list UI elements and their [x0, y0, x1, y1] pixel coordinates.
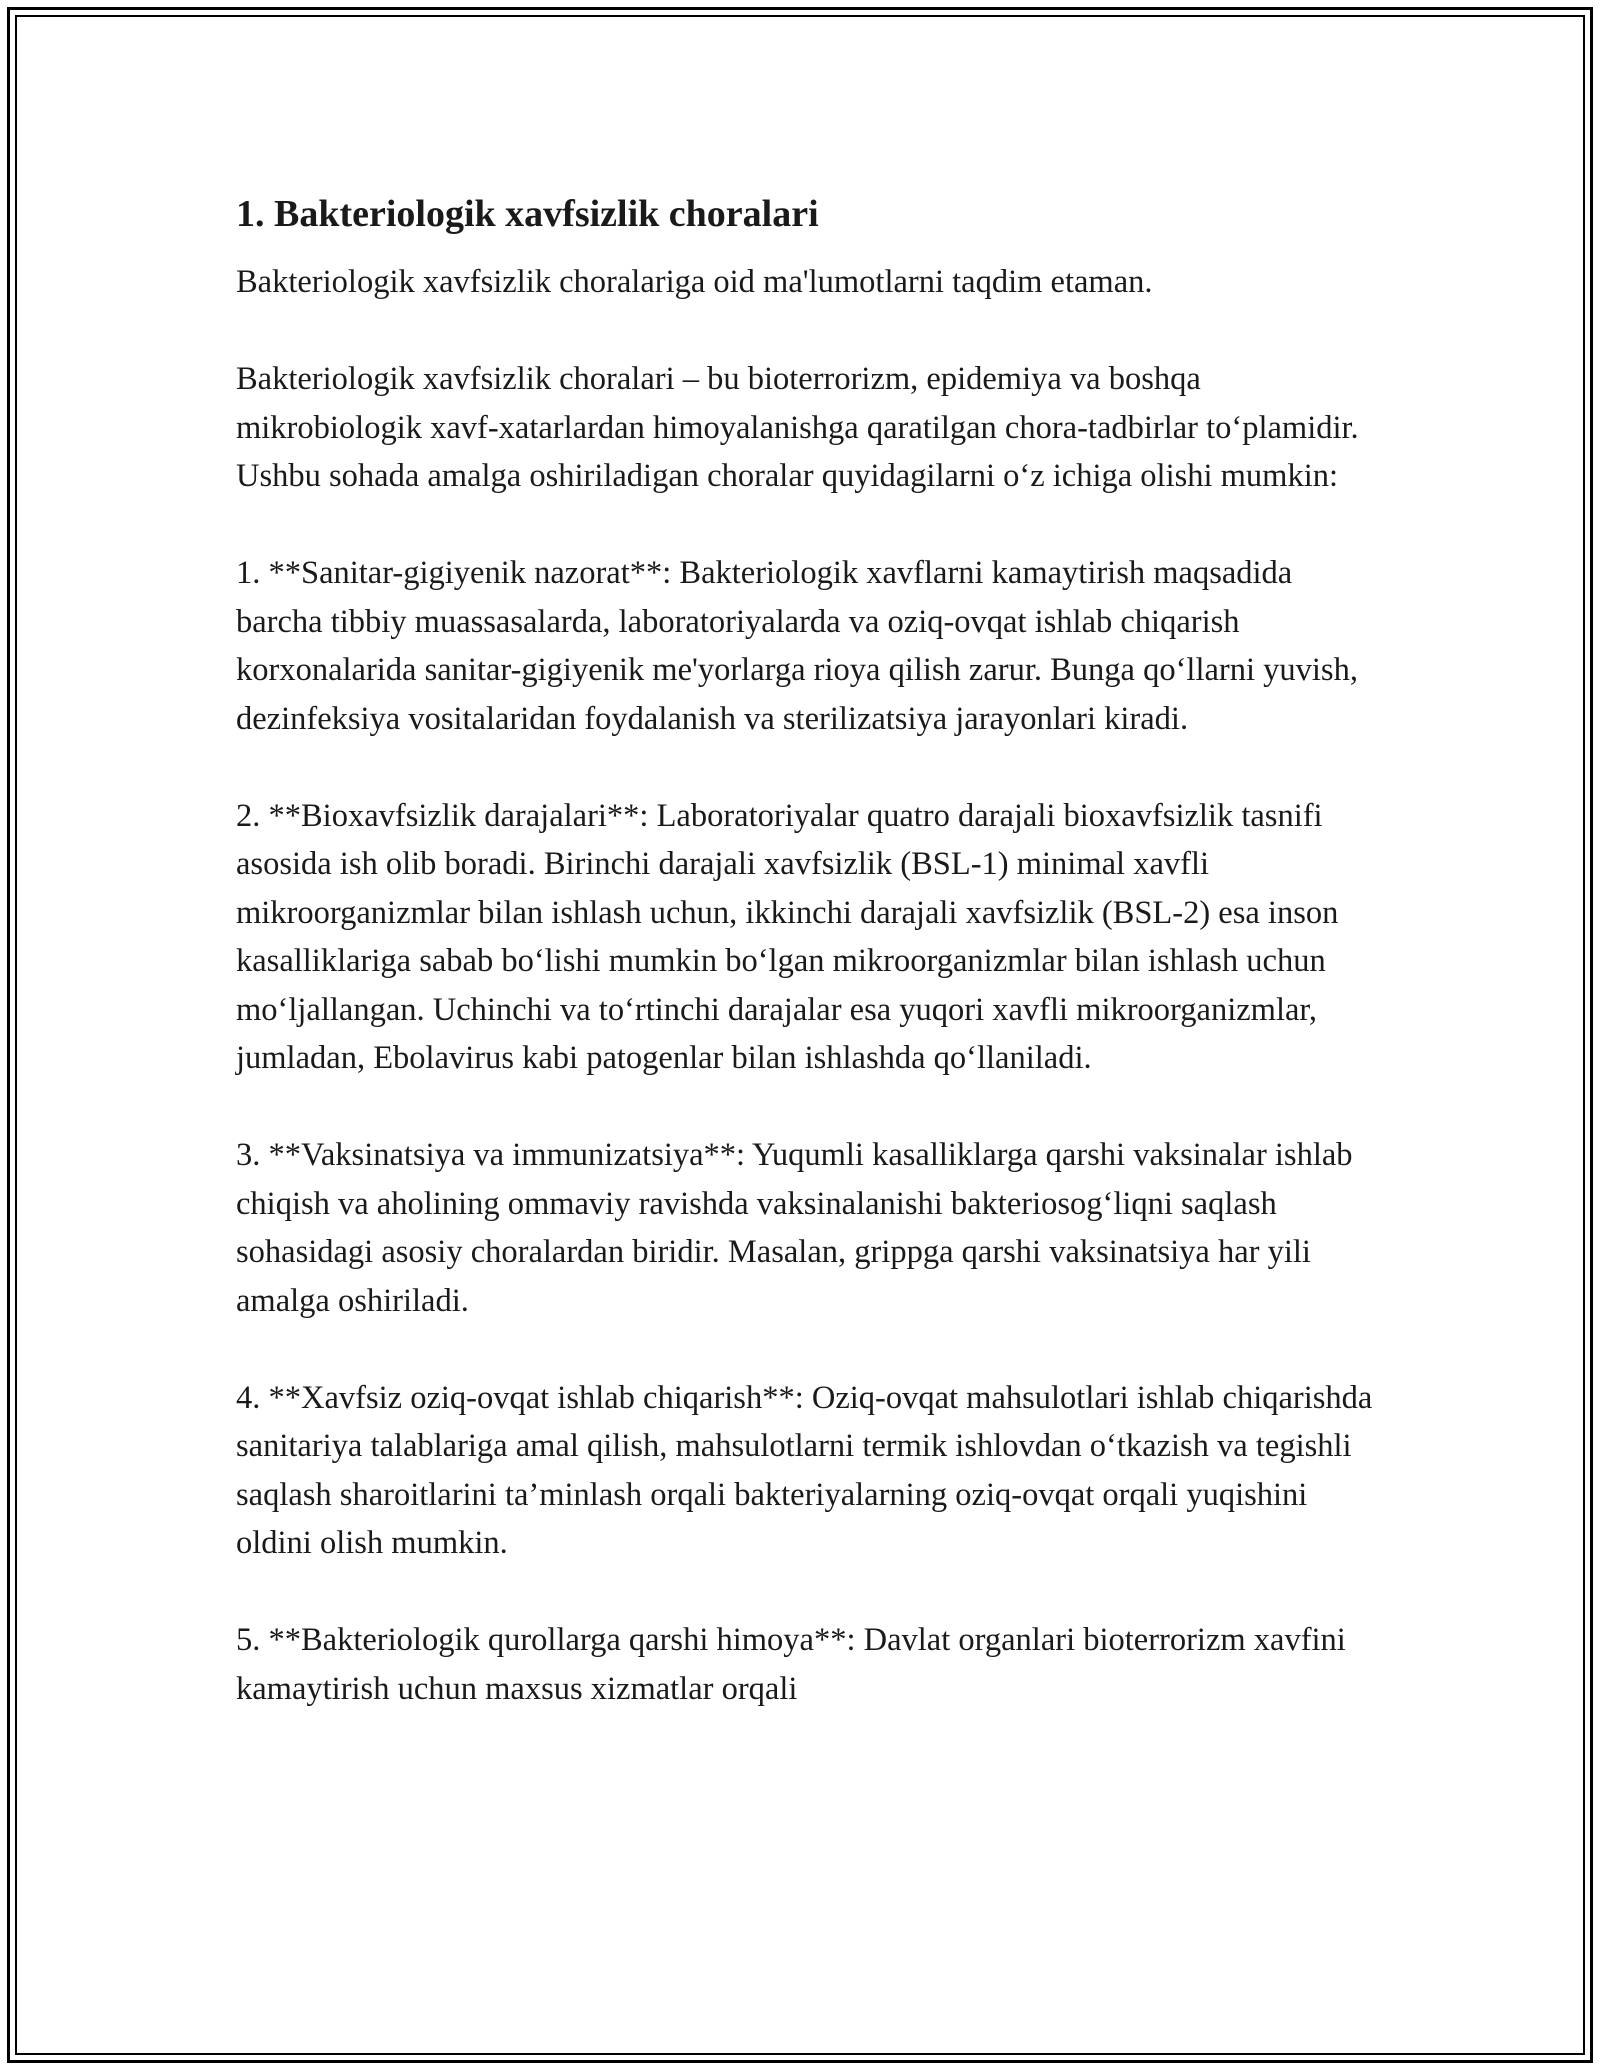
document-body [236, 188, 1376, 1762]
list-item-safe-food-production: 4. **Xavfsiz oziq-ovqat ishlab chiqarish**: Oziq-ovqat mahsulotlari ishlab chiqarishda sanitariya talablariga amal qilish, mahsulotlarni termik ishlovdan o‘tkazish va tegishli saqlash sharoitlarini ta’minlash orqali bakteriyalarning oziq-ovqat orqali yuqishini oldini olish mumkin. [236, 1379, 1373, 1561]
definition-paragraph: Bakteriologik xavfsizlik choralari – bu bioterrorizm, epidemiya va boshqa mikrobiologik xavf-xatarlardan himoyalanishga qaratilgan chora-tadbirlar to‘plamidir. Ushbu sohada amalga oshiriladigan choralar quyidagilarni o‘z ichiga olishi mumkin: [236, 361, 1359, 494]
list-item-biosafety-levels: 2. **Bioxavfsizlik darajalari**: Laboratoriyalar quatro darajali bioxavfsizlik tasnifi asosida ish olib boradi. Birinchi darajali xavfsizlik (BSL-1) minimal xavfli mikroorganizmlar bilan ishlash uchun, ikkinchi darajali xavfsizlik (BSL-2) esa inson kasalliklariga sabab bo‘lishi mumkin bo‘lgan mikroorganizmlar bilan ishlash uchun mo‘ljallangan. Uchinchi va to‘rtinchi darajalar esa yuqori xavfli mikroorganizmlar, jumladan, Ebolavirus kabi patogenlar bilan ishlashda qo‘llaniladi. [236, 797, 1339, 1076]
list-item-sanitary-control: 1. **Sanitar-gigiyenik nazorat**: Bakteriologik xavflarni kamaytirish maqsadida barcha tibbiy muassasalarda, laboratoriyalarda va oziq-ovqat ishlab chiqarish korxonalarida sanitar-gigiyenik me'yorlarga rioya qilish zarur. Bunga qo‘llarni yuvish, dezinfeksiya vositalaridan foydalanish va sterilizatsiya jarayonlari kiradi. [236, 555, 1358, 737]
document-title: 1. Bakteriologik xavfsizlik choralari [236, 193, 819, 235]
list-item-vaccination: 3. **Vaksinatsiya va immunizatsiya**: Yuqumli kasalliklarga qarshi vaksinalar ishlab chiqish va aholining ommaviy ravishda vaksinalanishi bakteriosog‘liqni saqlash sohasidagi asosiy choralardan biridir. Masalan, grippga qarshi vaksinatsiya har yili amalga oshiriladi. [236, 1137, 1353, 1319]
intro-paragraph: Bakteriologik xavfsizlik choralariga oid ma'lumotlarni taqdim etaman. [236, 264, 1153, 300]
list-item-bioweapon-protection: 5. **Bakteriologik qurollarga qarshi himoya**: Davlat organlari bioterrorizm xavfini kamaytirish uchun maxsus xizmatlar orqali [236, 1622, 1346, 1707]
